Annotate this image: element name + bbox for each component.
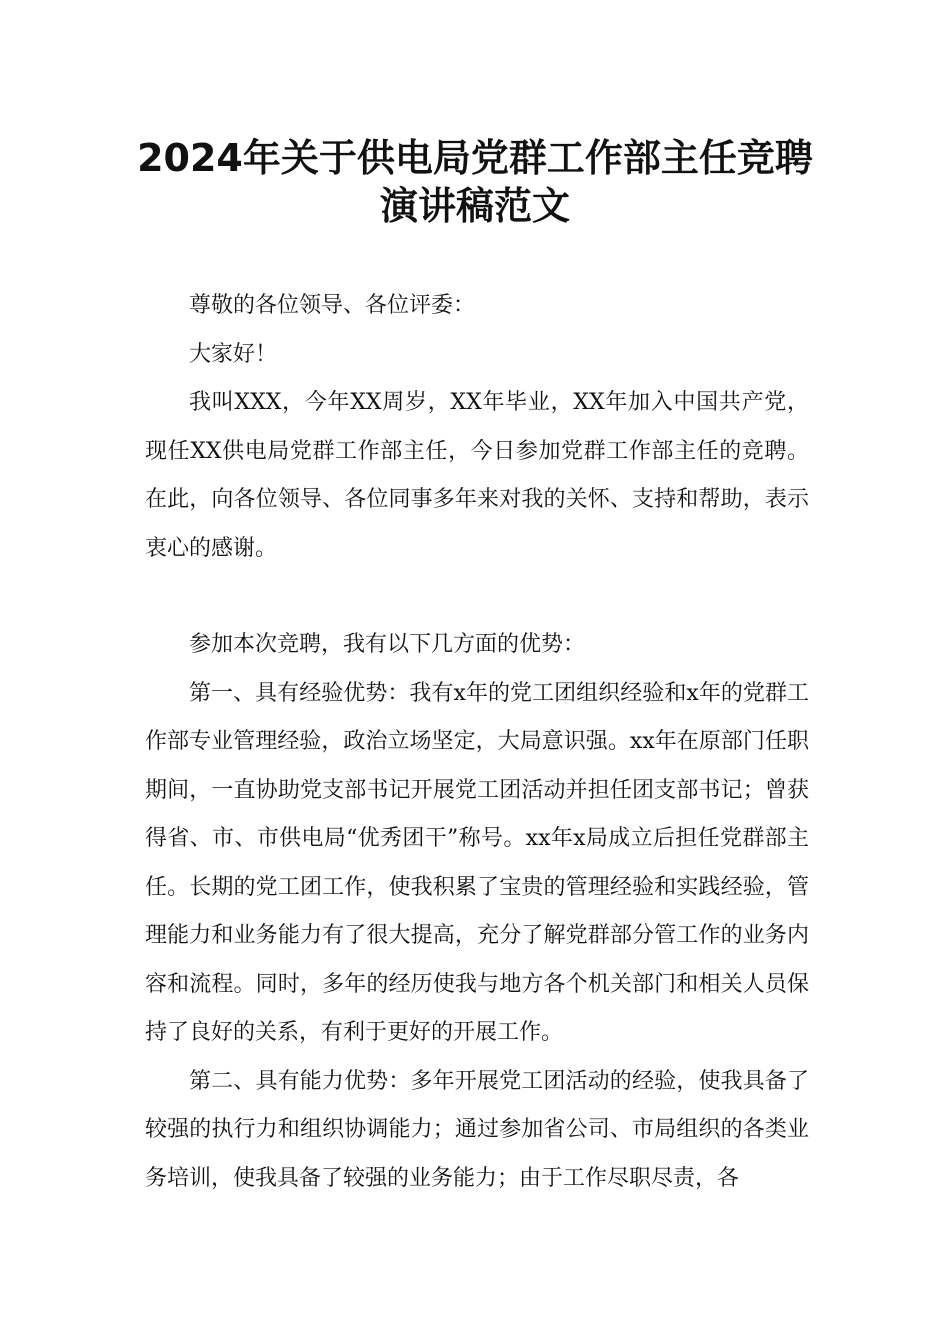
- greeting: 大家好！: [189, 341, 278, 367]
- salutation: 尊敬的各位领导、各位评委：: [189, 293, 476, 318]
- introduction-paragraph: 我叫XXX，今年XX周岁，XX年毕业，XX年加入中国共产党，现任XX供电局党群工作部主任，今日参加党群工作部主任的竞聘。在此，向各位领导、各位同事多年来对我的关怀、支持和帮助，表示衷心的感谢。: [145, 390, 809, 561]
- document-body: [145, 282, 809, 1203]
- advantages-intro: 参加本次竞聘，我有以下几方面的优势：: [189, 632, 586, 657]
- document-title: [100, 134, 850, 230]
- title-line-1: 2024年关于供电局党群工作部主任竞聘: [137, 136, 813, 180]
- ability-advantage-paragraph: 第二、具有能力优势：多年开展党工团活动的经验，使我具备了较强的执行力和组织协调能力；通过参加省公司、市局组织的各类业务培训，使我具备了较强的业务能力；由于工作尽职尽责，各: [145, 1068, 809, 1191]
- experience-advantage-paragraph: 第一、具有经验优势：我有x年的党工团组织经验和x年的党群工作部专业管理经验，政治立场坚定，大局意识强。xx年在原部门任职期间，一直协助党支部书记开展党工团活动并担任团支部书记；曾获得省、市、市供电局“优秀团干”称号。xx年x局成立后担任党群部主任。长期的党工团工作，使我积累了宝贵的管理经验和实践经验，管理能力和业务能力有了很大提高，充分了解党群部分管工作的业务内容和流程。同时，多年的经历使我与地方各个机关部门和相关人员保持了良好的关系，有利于更好的开展工作。: [145, 680, 809, 1045]
- title-line-2: 演讲稿范文: [379, 184, 570, 228]
